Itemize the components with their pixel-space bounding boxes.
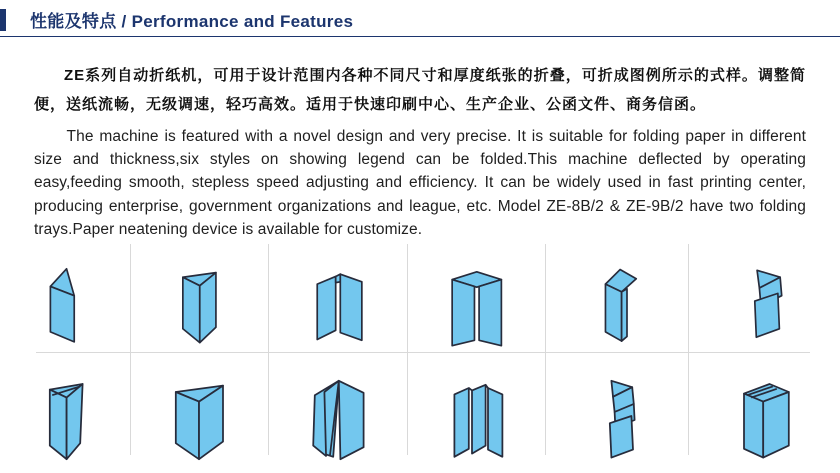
map-fold-compact-diagram	[688, 358, 840, 466]
double-parallel-fold-icon	[429, 360, 523, 464]
half-fold-icon	[18, 248, 112, 348]
grid-divider-horizontal	[36, 352, 810, 353]
z-fold-diagram	[688, 246, 840, 350]
letter-fold-closed-diagram	[130, 246, 268, 350]
accordion-fold-icon	[570, 360, 664, 464]
parallel-fold-icon	[291, 248, 385, 348]
map-fold-icon	[717, 360, 811, 464]
fold-styles-grid	[0, 244, 840, 473]
gate-fold-icon	[429, 248, 523, 348]
letter-fold-open-icon	[570, 248, 664, 348]
roll-fold-diagram	[0, 358, 130, 466]
roll-fold-icon	[18, 360, 112, 464]
cross-book-fold-icon	[291, 360, 385, 464]
description-paragraph-chinese: ZE系列自动折纸机，可用于设计范围内各种不同尺寸和厚度纸张的折叠，可折成图例所示的式样。调整简便，送纸流畅，无级调速，轻巧高效。适用于快速印刷中心、生产企业、公函文件、商务信函。	[34, 67, 806, 113]
page-title: 性能及特点 / Performance and Features	[30, 12, 354, 31]
letter-fold-open-diagram	[545, 246, 688, 350]
accordion-fold-diagram	[545, 358, 688, 466]
double-parallel-fold-diagram	[407, 358, 545, 466]
half-fold-diagram	[0, 246, 130, 350]
z-fold-icon	[717, 248, 811, 348]
parallel-fold-diagram	[268, 246, 407, 350]
tri-fold-wide-icon	[152, 360, 246, 464]
gate-fold-diagram	[407, 246, 545, 350]
tri-fold-closed-icon	[152, 248, 246, 348]
title-rule	[0, 36, 840, 37]
cross-book-fold-diagram	[268, 358, 407, 466]
title-accent-bar	[0, 9, 6, 31]
letter-fold-wide-diagram	[130, 358, 268, 466]
description-paragraph-english: The machine is featured with a novel design and very precise. It is suitable for folding paper in different size and thickness,six styles on showing legend can be folded.This machine deflected by operating easy,feeding smooth, stepless speed adjusting and efficiency. It can be widely used in fast printing center, producing enterprise, government organizations and league, etc. Model ZE-8B/2 & ZE-9B/2 have two folding trays.Paper neatening device is available for customize.	[34, 127, 806, 239]
